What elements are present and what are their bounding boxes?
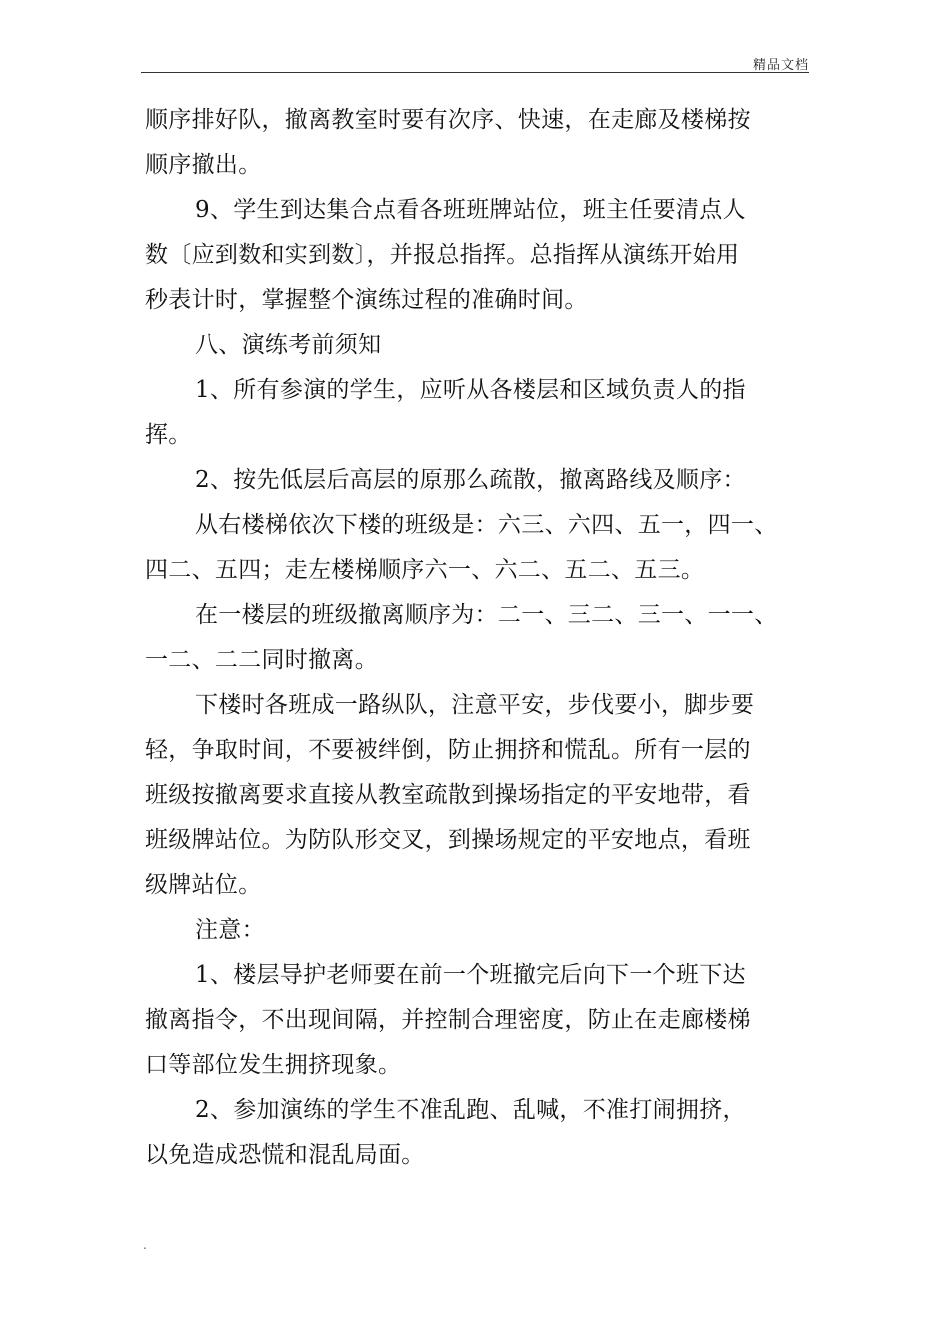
text-line: 数〔应到数和实到数〕，并报总指挥。总指挥从演练开始用 bbox=[145, 242, 740, 268]
text-line: 从右楼梯依次下楼的班级是：六三、六四、五一，四一、 bbox=[195, 512, 778, 538]
text-line: 9、学生到达集合点看各班班牌站位，班主任要清点人 bbox=[195, 197, 746, 223]
text-line: 顺序排好队，撤离教室时要有次序、快速，在走廊及楼梯按 bbox=[145, 107, 751, 133]
text-line: 秒表计时，掌握整个演练过程的准确时间。 bbox=[145, 287, 588, 313]
text-line: 在一楼层的班级撤离顺序为：二一、三二、三一、一一、 bbox=[195, 602, 778, 628]
text-line: 口等部位发生拥挤现象。 bbox=[145, 1052, 402, 1078]
document-body bbox=[145, 98, 809, 1178]
text-line: 顺序撤出。 bbox=[145, 152, 262, 178]
text-line: 以免造成恐慌和混乱局面。 bbox=[145, 1142, 425, 1168]
text-line: 班级按撤离要求直接从教室疏散到操场指定的平安地带，看 bbox=[145, 782, 751, 808]
text-line: 班级牌站位。为防队形交叉，到操场规定的平安地点，看班 bbox=[145, 827, 751, 853]
text-line: 一二、二二同时撤离。 bbox=[145, 647, 378, 673]
text-line: 2、按先低层后高层的原那么疏散，撤离路线及顺序： bbox=[195, 467, 746, 493]
text-line: 2、参加演练的学生不准乱跑、乱喊，不准打闹拥挤， bbox=[195, 1097, 746, 1123]
text-line: 下楼时各班成一路纵队，注意平安，步伐要小，脚步要 bbox=[195, 692, 755, 718]
header-rule bbox=[141, 72, 809, 73]
text-line: 八、演练考前须知 bbox=[195, 332, 382, 358]
text-line: 挥。 bbox=[145, 422, 192, 448]
text-line: 轻，争取时间，不要被绊倒，防止拥挤和慌乱。所有一层的 bbox=[145, 737, 751, 763]
footer-mark: . bbox=[143, 1238, 147, 1252]
text-line: 四二、五四；走左楼梯顺序六一、六二、五二、五三。 bbox=[145, 557, 705, 583]
text-line: 撤离指令，不出现间隔，并控制合理密度，防止在走廊楼梯 bbox=[145, 1007, 751, 1033]
text-line: 级牌站位。 bbox=[145, 872, 262, 898]
text-line: 注意： bbox=[195, 917, 265, 943]
text-line: 1、楼层导护老师要在前一个班撤完后向下一个班下达 bbox=[195, 962, 746, 988]
header-label: 精品文档 bbox=[752, 58, 809, 73]
text-line: 1、所有参演的学生，应听从各楼层和区域负责人的指 bbox=[195, 377, 746, 403]
